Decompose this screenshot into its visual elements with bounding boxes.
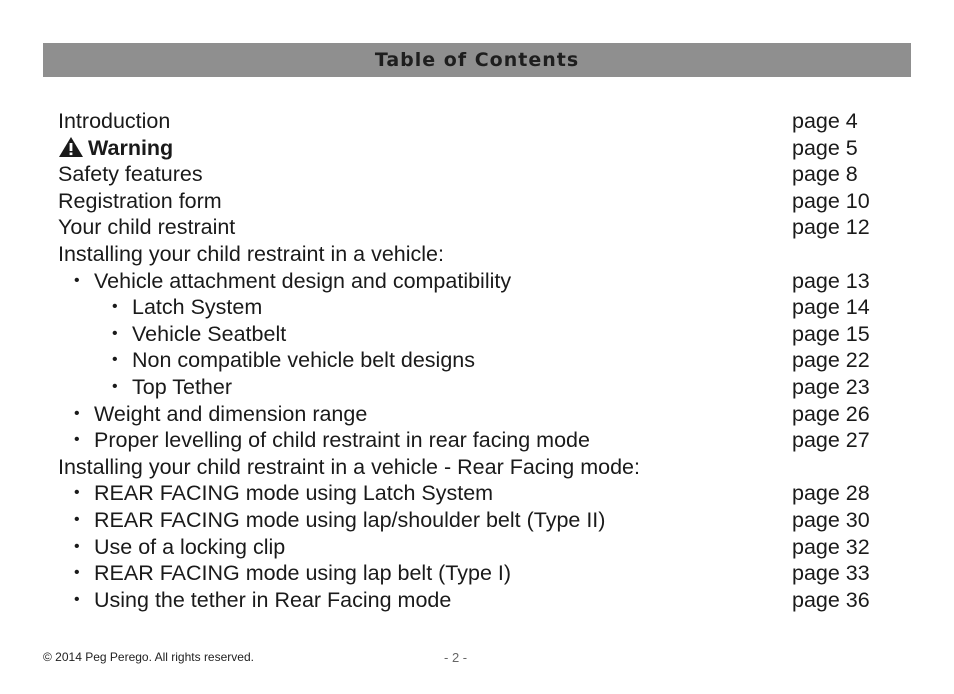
toc-entry-label: Safety features: [58, 162, 203, 187]
toc-entry-label: Top Tether: [132, 374, 233, 399]
bullet-icon: •: [74, 510, 80, 528]
toc-entry[interactable]: [58, 321, 888, 348]
bullet-icon: •: [112, 324, 118, 342]
toc-entry-label-group: [112, 294, 262, 321]
bullet-icon: •: [74, 484, 80, 502]
toc-entry-label-group: [58, 188, 222, 215]
bullet-icon: •: [112, 377, 118, 395]
toc-entry-page: page 22: [792, 348, 870, 373]
toc-entry-label: Vehicle attachment design and compatibility: [94, 268, 512, 293]
toc-entry-label-group: [74, 268, 511, 295]
bullet-icon: •: [74, 431, 80, 449]
header-bar: [43, 43, 911, 77]
toc-entry[interactable]: [58, 401, 888, 428]
toc-entry[interactable]: [58, 241, 888, 268]
toc-entry[interactable]: [58, 294, 888, 321]
toc-entry-page: page 23: [792, 374, 870, 399]
toc-entry[interactable]: [58, 454, 888, 481]
toc-entry[interactable]: [58, 587, 888, 614]
toc-entry-label: REAR FACING mode using Latch System: [94, 481, 494, 506]
toc-entry-label: Using the tether in Rear Facing mode: [94, 587, 452, 612]
toc-entry-page: page 30: [792, 507, 870, 532]
toc-entry-page: page 13: [792, 268, 870, 293]
toc-entry-label: Installing your child restraint in a vehicle - Rear Facing mode:: [58, 454, 640, 479]
toc-entry-page: page 33: [792, 561, 870, 586]
toc-entry-page: page 27: [792, 428, 870, 453]
bullet-icon: •: [112, 351, 118, 369]
toc-entry[interactable]: [58, 507, 888, 534]
bullet-icon: •: [74, 537, 80, 555]
toc-entry[interactable]: [58, 108, 888, 135]
toc-entry-page: page 14: [792, 295, 870, 320]
toc-entry-label: REAR FACING mode using lap belt (Type I): [94, 561, 512, 586]
toc-entry-label: Latch System: [132, 295, 263, 320]
toc-entry-label-group: [58, 108, 170, 135]
toc-entry-label-group: [58, 454, 640, 481]
toc-entry-label-group: [58, 161, 203, 188]
toc-entry-label-group: [58, 241, 444, 268]
toc-entry[interactable]: [58, 268, 888, 295]
toc-entry[interactable]: [58, 427, 888, 454]
toc-entry-page: page 36: [792, 587, 870, 612]
toc-entry-label-group: [112, 374, 232, 401]
toc-entry[interactable]: [58, 560, 888, 587]
toc-entry-page: page 5: [792, 135, 858, 160]
copyright-text: © 2014 Peg Perego. All rights reserved.: [43, 650, 254, 664]
toc-entry-label-group: [74, 507, 605, 534]
toc-entry[interactable]: [58, 188, 888, 215]
toc-entry-label-group: [58, 135, 173, 162]
toc-entry-label: Your child restraint: [58, 215, 236, 240]
toc-entry[interactable]: [58, 135, 888, 162]
toc-entry-label: Installing your child restraint in a vehicle:: [58, 241, 444, 266]
warning-triangle-icon: [58, 136, 84, 158]
toc-entry-label: Weight and dimension range: [94, 401, 368, 426]
toc-entry-label: Vehicle Seatbelt: [132, 321, 287, 346]
toc-entry-label: Registration form: [58, 188, 222, 213]
bullet-icon: •: [112, 298, 118, 316]
bullet-icon: •: [74, 404, 80, 422]
toc-entry-label: Introduction: [58, 109, 171, 133]
toc-entry-label: REAR FACING mode using lap/shoulder belt (Type II): [94, 507, 606, 532]
toc-entry-label: Warning: [88, 135, 174, 160]
toc-entry[interactable]: [58, 374, 888, 401]
toc-entry[interactable]: [58, 347, 888, 374]
toc-entry-label-group: [74, 401, 367, 428]
toc-entry-page: page 4: [792, 109, 858, 133]
toc-entry-label-group: [74, 480, 493, 507]
toc-entry-label-group: [112, 321, 286, 348]
toc-entry-label-group: [74, 427, 590, 454]
toc-entry-page: page 28: [792, 481, 870, 506]
toc-entry-label-group: [74, 587, 451, 614]
table-of-contents: [58, 108, 888, 613]
bullet-icon: •: [74, 590, 80, 608]
toc-entry-page: page 8: [792, 162, 858, 187]
bullet-icon: •: [74, 271, 80, 289]
toc-entry-page: page 26: [792, 401, 870, 426]
toc-entry-label: Proper levelling of child restraint in rear facing mode: [94, 428, 590, 453]
page-number: - 2 -: [444, 650, 468, 665]
toc-entry-label-group: [58, 214, 235, 241]
toc-entry-label-group: [112, 347, 475, 374]
toc-entry[interactable]: [58, 534, 888, 561]
toc-entry-label-group: [74, 534, 285, 561]
toc-entry-label: Non compatible vehicle belt designs: [132, 348, 476, 373]
toc-entry-page: page 15: [792, 321, 870, 346]
bullet-icon: •: [74, 564, 80, 582]
toc-entry-page: page 10: [792, 188, 870, 213]
toc-entry-page: page 32: [792, 534, 870, 559]
toc-entry-page: page 12: [792, 215, 870, 240]
toc-entry-label-group: [74, 560, 511, 587]
page-title: Table of Contents: [374, 49, 580, 71]
toc-entry-label: Use of a locking clip: [94, 534, 286, 559]
toc-entry[interactable]: [58, 214, 888, 241]
toc-entry[interactable]: [58, 161, 888, 188]
toc-entry[interactable]: [58, 480, 888, 507]
